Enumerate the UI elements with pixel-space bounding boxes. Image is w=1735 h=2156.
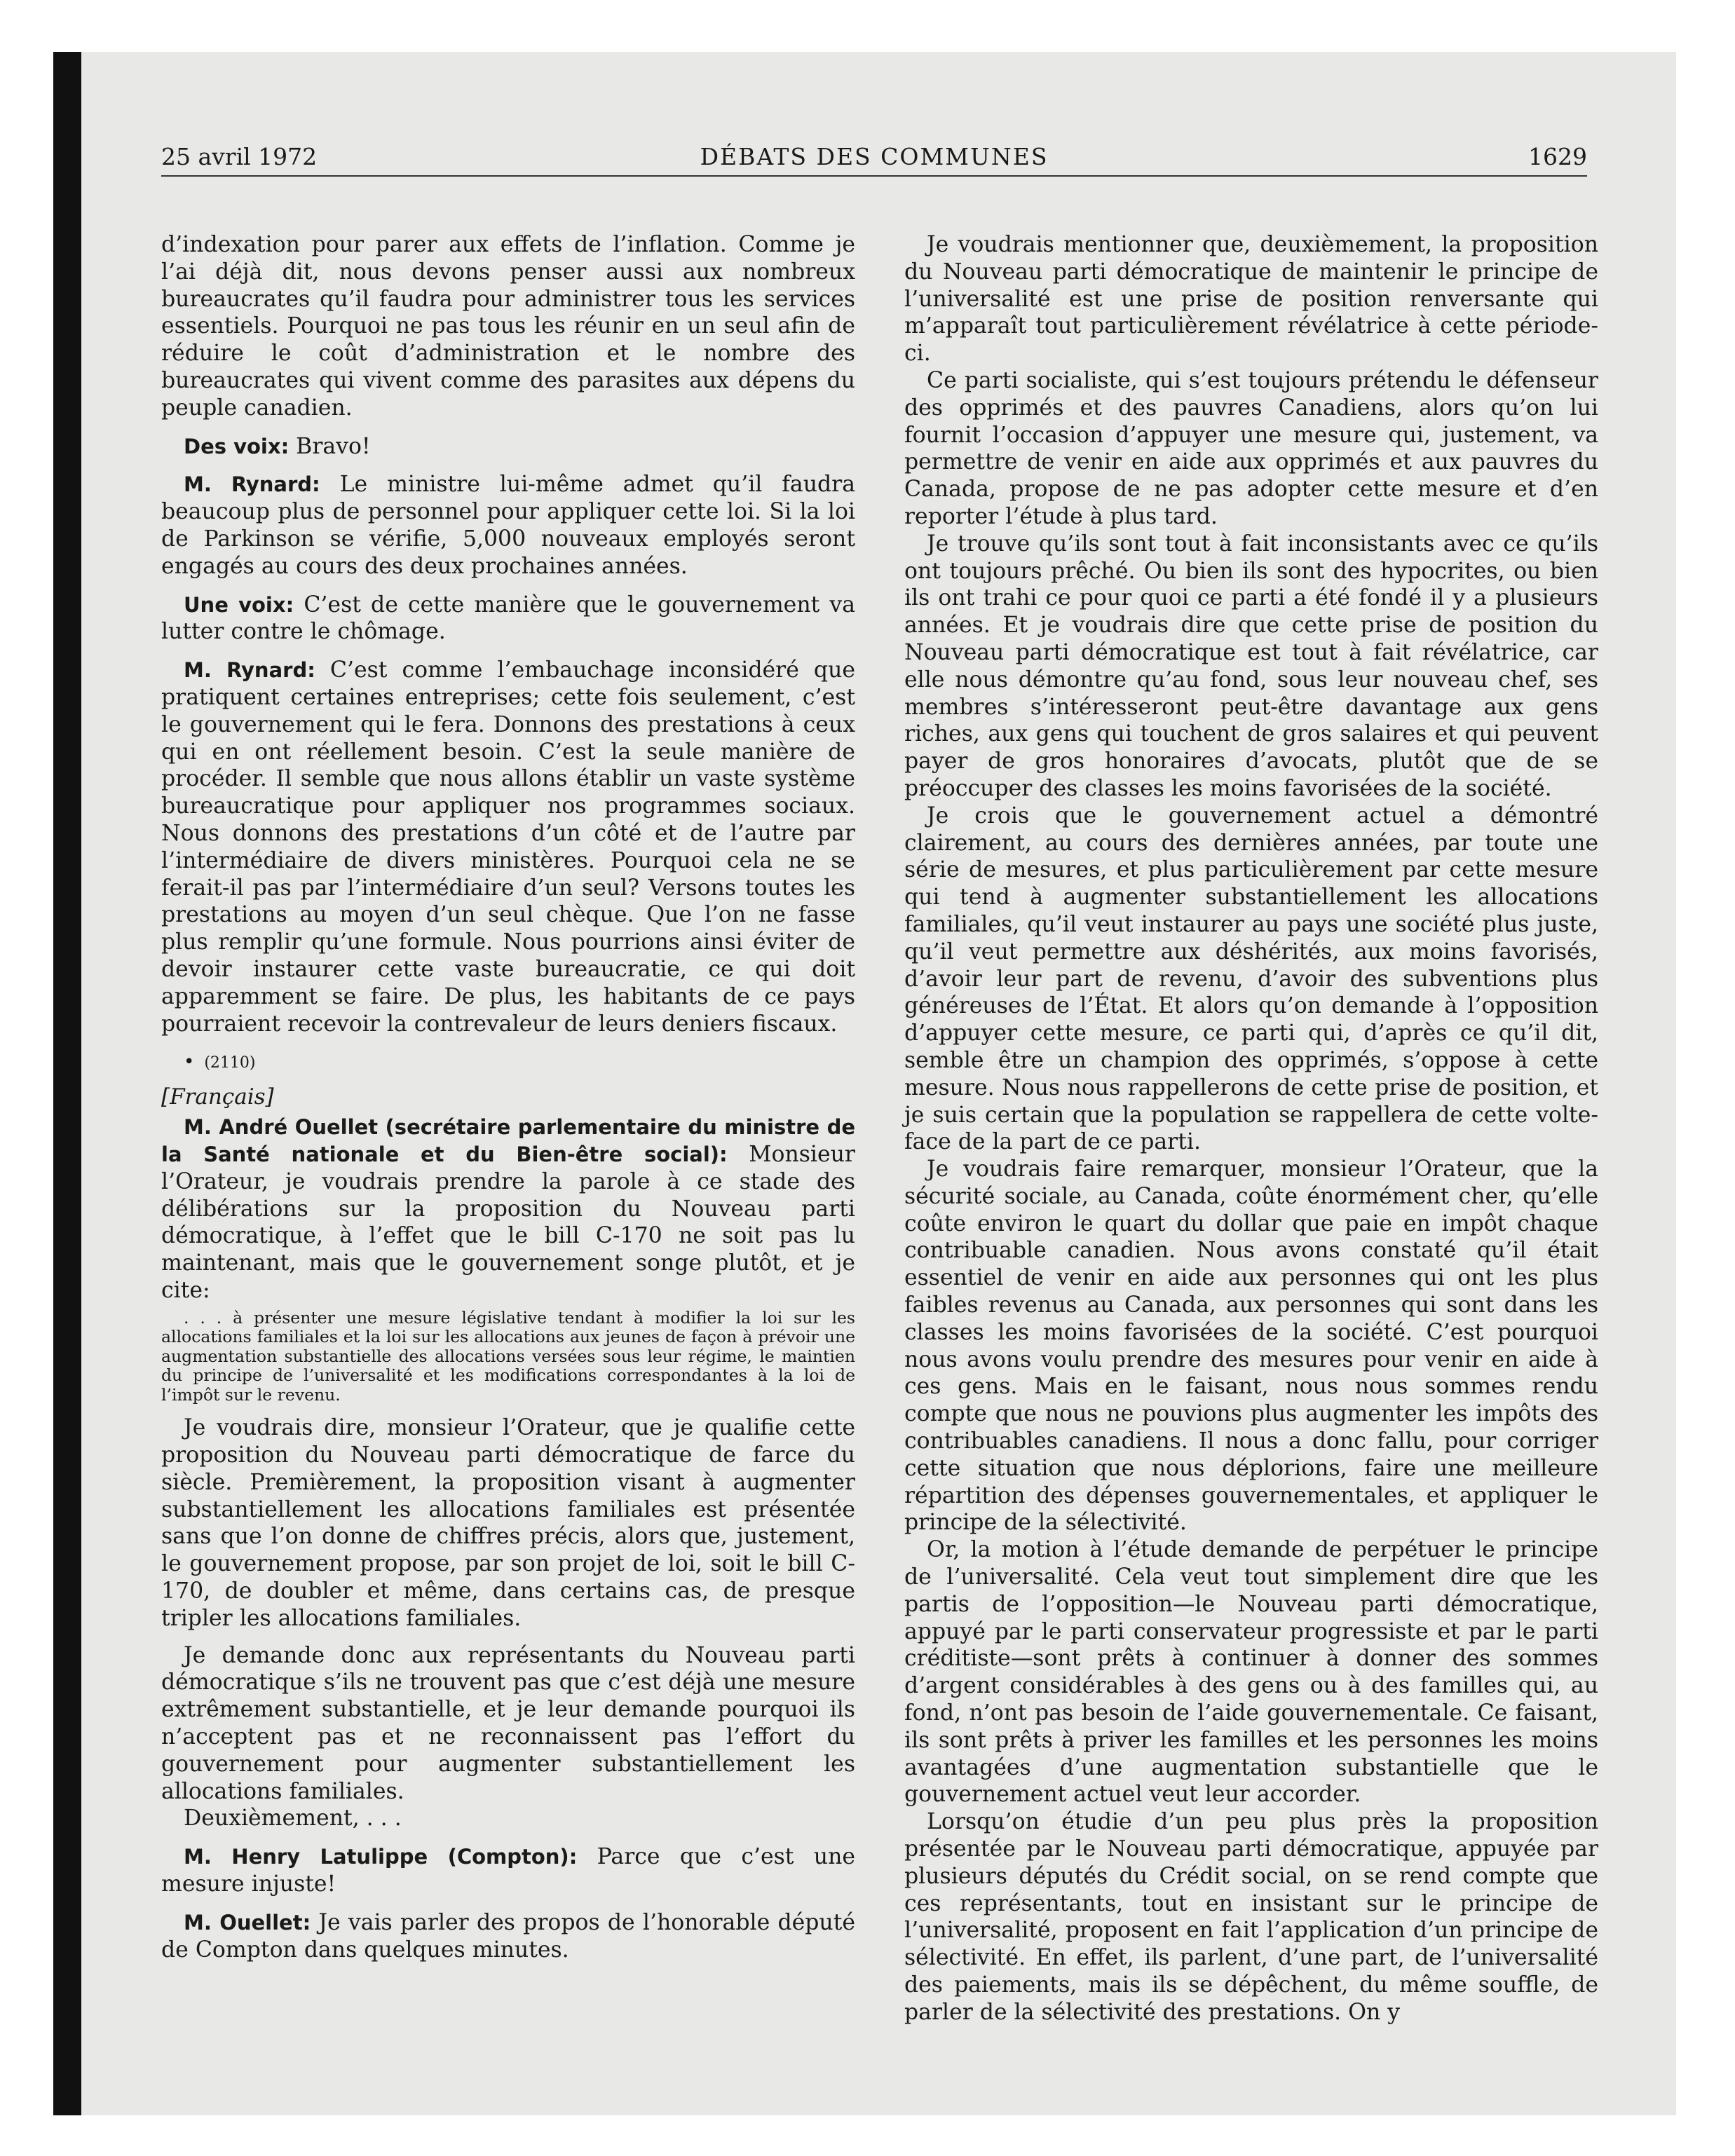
paragraph: Lorsqu’on étudie d’un peu plus près la proposition présentée par le Nouveau parti démocratique, appuyée par plusieurs députés du Crédit social, on se rend compte que ces représentants, tout en insistant sur le principe de l’universalité, proposent en fait l’application d’un principe de sélectivité. En effet, ils parlent, d’une part, de l’universalité des paiements, mais ils se dépêchent, du même souffle, de parler de la sélectivité des prestations. On y [904, 1809, 1598, 2025]
speech-text: Bravo! [289, 433, 371, 459]
speaker-name: Une voix: [184, 592, 294, 617]
speech [161, 471, 855, 580]
bullet-icon: • [184, 1051, 195, 1073]
paragraph: Deuxièmement, . . . [184, 1806, 402, 1831]
speaker-name: Des voix: [184, 434, 290, 458]
speech [161, 657, 855, 1037]
speaker-name: M. André Ouellet (secrétaire parlementaire du ministre de la Santé nationale et du Bien-être social): [161, 1115, 855, 1166]
paragraph: Or, la motion à l’étude demande de perpétuer le principe de l’universalité. Cela veut tout simplement dire que les partis de l’opposition—le Nouveau parti démocratique, appuyé par le parti conservateur progressiste et par le parti créditiste—sont prêts à continuer à donner des sommes d’argent considérables à des gens ou à des familles qui, au fond, n’ont pas besoin de l’aide gouvernementale. Ce faisant, ils sont prêts à priver les familles et les personnes les moins avantagées d’une augmentation substantielle que le gouvernement actuel veut leur accorder. [904, 1537, 1598, 1808]
speaker-name: M. Henry Latulippe (Compton): [184, 1845, 578, 1869]
speech [161, 433, 855, 460]
speech [161, 1909, 855, 1964]
paragraph: Je voudrais dire, monsieur l’Orateur, que je qualifie cette proposition du Nouveau parti démocratique de farce du siècle. Premièrement, la proposition visant à augmenter substantiellement les allocations familiales est présentée sans que l’on donne de chiffres précis, alors que, justement, le gouvernement propose, par son projet de loi, soit le bill C-170, de doubler et même, dans certains cas, de presque tripler les allocations familiales. [161, 1415, 855, 1631]
header-title: DÉBATS DES COMMUNES [700, 143, 1049, 170]
header-date: 25 avril 1972 [161, 143, 318, 170]
speaker-name: M. Rynard: [184, 472, 320, 497]
paragraph: Je demande donc aux représentants du Nouveau parti démocratique s’ils ne trouvent pas que c’est déjà une mesure extrêmement substantielle, et je leur demande pourquoi ils n’acceptent pas et ne reconnaissent pas l’effort du gouvernement pour augmenter substantiellement les allocations familiales. [161, 1642, 855, 1804]
language-marker: [Français] [161, 1084, 274, 1110]
paragraph: Je trouve qu’ils sont tout à fait inconsistants avec ce qu’ils ont toujours prêché. Ou bien ils sont des hypocrites, ou bien ils ont trahi ce pour quoi ce parti a été fondé il y a plusieurs années. Et je voudrais dire que cette prise de position du Nouveau parti démocratique est tout à fait révélatrice, car elle nous démontre qu’au fond, sous leur nouveau chef, ses membres s’intéresseront peut-être davantage aux gens riches, aux gens qui touchent de gros salaires et qui peuvent payer de gros honoraires d’avocats, plutôt que de se préoccuper des classes les moins favorisées de la société. [904, 531, 1598, 801]
right-column [904, 231, 1598, 2026]
speech-text: C’est comme l’embauchage inconsidéré que pratiquent certaines entreprises; cette fois seulement, c’est le gouvernement qui le fera. Donnons des prestations à ceux qui en ont réellement besoin. C’est la seule manière de procéder. Il semble que nous allons établir un vaste système bureaucratique pour appliquer nos programmes sociaux. Nous donnons des prestations d’un côté et de l’autre par l’intermédiaire de divers ministères. Pourquoi cela ne se ferait-il pas par l’intermédiaire d’un seul? Versons toutes les prestations au moyen d’un seul chèque. Que l’on ne fasse plus remplir qu’une formule. Nous pourrions ainsi éviter de devoir instaurer cette vaste bureaucratie, ce qui doit apparemment se faire. De plus, les habitants de ce pays pourraient recevoir la contrevaleur de leurs deniers fiscaux. [161, 657, 856, 1037]
time-marker [161, 1050, 855, 1075]
page-header [161, 139, 1587, 177]
time-marker-text: (2110) [204, 1054, 256, 1072]
speech-text: Le ministre lui-même admet qu’il faudra beaucoup plus de personnel pour appliquer cette loi. Si la loi de Parkinson se vérifie, 5,000 nouveaux employés seront engagés au cours des deux prochaines années. [161, 472, 855, 579]
speaker-name: M. Rynard: [184, 658, 315, 683]
paragraph: Je voudrais mentionner que, deuxièmement, la proposition du Nouveau parti démocratique de maintenir le principe de l’universalité est une prise de position renversante qui m’apparaît tout particulièrement révélatrice à cette période-ci. [904, 232, 1598, 367]
speech-text: Je vais parler des propos de l’honorable député de Compton dans quelques minutes. [161, 1909, 855, 1963]
left-column [161, 231, 855, 1963]
speech [161, 592, 855, 646]
speech [161, 1114, 855, 1304]
speech-text: C’est de cette manière que le gouvernement va lutter contre le chômage. [161, 592, 855, 645]
header-page-number: 1629 [1528, 143, 1587, 170]
paragraph: Je voudrais faire remarquer, monsieur l’Orateur, que la sécurité sociale, au Canada, coûte énormément cher, qu’elle coûte environ le quart du dollar que paie en impôt chaque contribuable canadien. Nous avons constaté qu’il était essentiel de venir en aide aux personnes qui ont les plus faibles revenus au Canada, aux personnes qui sont dans les classes les moins favorisées de la société. C’est pourquoi nous avons voulu prendre des mesures pour venir en aide à ces gens. Mais en le faisant, nous nous sommes rendu compte que nous ne pouvions plus augmenter les impôts des contribuables canadiens. Il nous a donc fallu, pour corriger cette situation que nous déplorions, faire une meilleure répartition des dépenses gouvernementales, et appliquer le principe de la sélectivité. [904, 1157, 1598, 1536]
speaker-name: M. Ouellet: [184, 1910, 311, 1935]
speech-text: Monsieur l’Orateur, je voudrais prendre la parole à ce stade des délibérations sur la proposition du Nouveau parti démocratique, à l’effet que le bill C-170 ne soit pas lu maintenant, mais que le gouvernement songe plutôt, et je cite: [161, 1141, 855, 1303]
paragraph: d’indexation pour parer aux effets de l’inflation. Comme je l’ai déjà dit, nous devons penser aussi aux nombreux bureaucrates qu’il faudra pour administrer tous les services essentiels. Pourquoi ne pas tous les réunir en un seul afin de réduire le coût d’administration et le nombre des bureaucrates qui vivent comme des parasites aux dépens du peuple canadien. [161, 232, 855, 421]
scan-edge-bar [53, 52, 81, 2115]
speech [161, 1843, 855, 1898]
block-quote: . . . à présenter une mesure législative tendant à modifier la loi sur les allocations familiales et la loi sur les allocations aux jeunes de façon à prévoir une augmentation substantielle des allocations versées sous leur régime, le maintien du principe de l’universalité et les modifications correspondantes à la loi de l’impôt sur le revenu. [161, 1307, 855, 1405]
paragraph: Ce parti socialiste, qui s’est toujours prétendu le défenseur des opprimés et des pauvres Canadiens, alors qu’on lui fournit l’occasion d’appuyer une mesure qui, justement, va permettre de venir en aide aux opprimés et aux pauvres du Canada, propose de ne pas adopter cette mesure et d’en reporter l’étude à plus tard. [904, 367, 1598, 529]
paragraph: Je crois que le gouvernement actuel a démontré clairement, au cours des dernières années, par toute une série de mesures, et plus particulièrement par cette mesure qui tend à augmenter substantiellement les allocations familiales, qu’il veut instaurer au pays une société plus juste, qu’il veut permettre aux déshérités, aux moins favorisés, d’avoir leur part de revenu, d’avoir des subventions plus généreuses de l’État. Et alors qu’on demande à l’opposition d’appuyer cette mesure, ce parti qui, d’après ce qu’il dit, semble être un champion des opprimés, s’oppose à cette mesure. Nous nous rappellerons de cette prise de position, et je suis certain que la population se rappellera de cette volte-face de la part de ce parti. [904, 803, 1598, 1155]
speech-text: Parce que c’est une mesure injuste! [161, 1844, 856, 1897]
